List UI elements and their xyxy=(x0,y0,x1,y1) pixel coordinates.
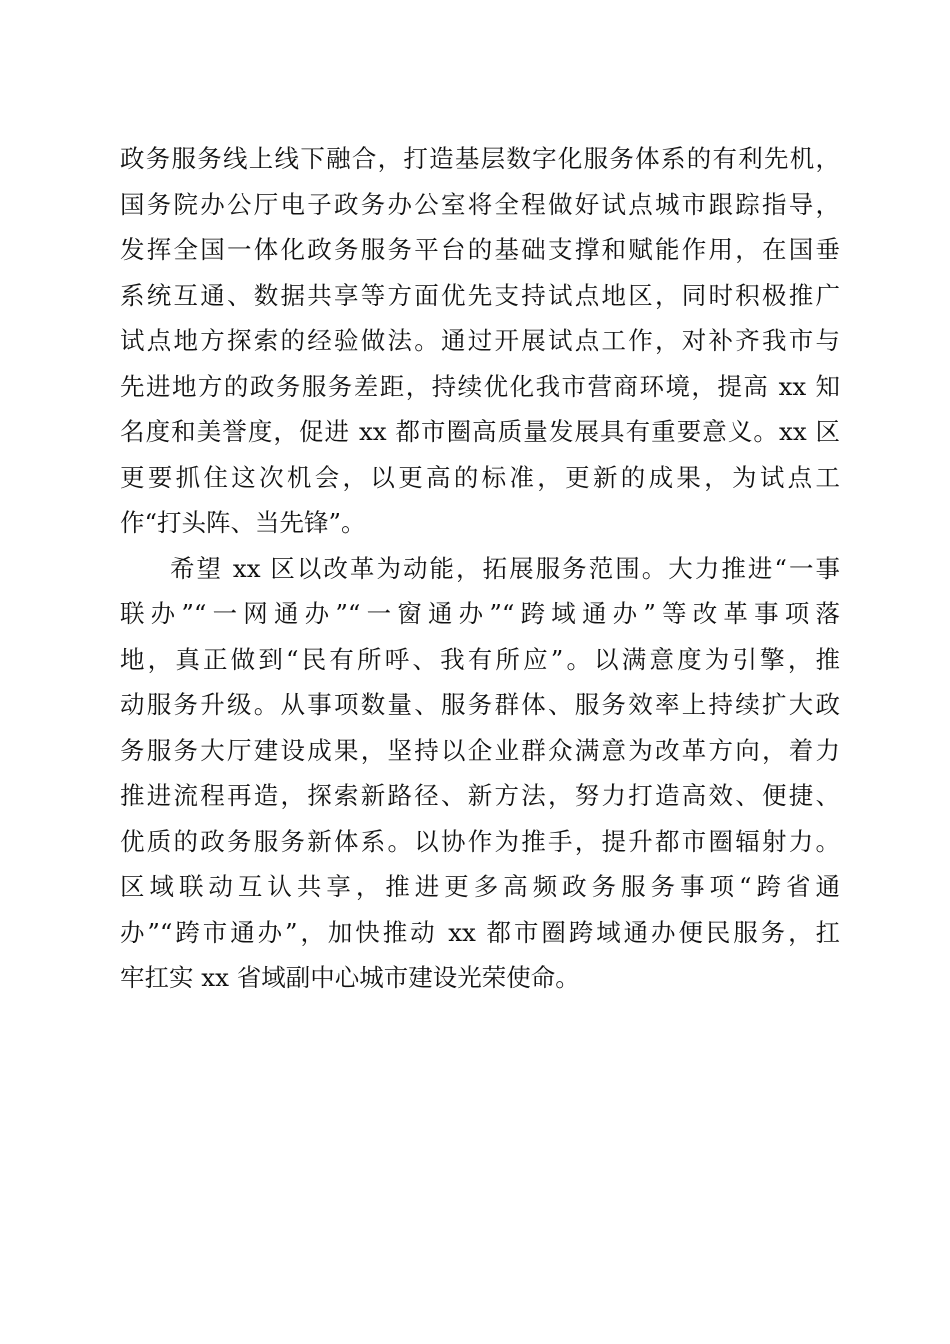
paragraph-line: 发挥全国一体化政务服务平台的基础支撑和赋能作用，在国垂 xyxy=(120,235,840,264)
paragraph-line: 先进地方的政务服务差距，持续优化我市营商环境，提高 xx 知 xyxy=(120,371,840,401)
body-text xyxy=(120,136,840,1001)
paragraph-line: 区域联动互认共享，推进更多高频政务服务事项“跨省通 xyxy=(120,872,840,901)
paragraph-line: 政务服务线上线下融合，打造基层数字化服务体系的有利先机， xyxy=(120,144,840,173)
paragraph-line: 地，真正做到“民有所呼、我有所应”。以满意度为引擎，推 xyxy=(120,644,840,674)
paragraph-line: 联办”“一网通办”“一窗通办”“跨域通办”等改革事项落 xyxy=(120,599,840,628)
paragraph-line: 系统互通、数据共享等方面优先支持试点地区，同时积极推广 xyxy=(120,280,840,310)
paragraph-line: 试点地方探索的经验做法。通过开展试点工作，对补齐我市与 xyxy=(120,326,840,355)
paragraph-line: 优质的政务服务新体系。以协作为推手，提升都市圈辐射力。 xyxy=(120,826,840,856)
paragraph-line: 希望 xx 区以改革为动能，拓展服务范围。大力推进“一事 xyxy=(170,553,840,583)
paragraph-line: 更要抓住这次机会，以更高的标准，更新的成果，为试点工 xyxy=(120,462,840,492)
paragraph-line: 办”“跨市通办”，加快推动 xx 都市圈跨域通办便民服务，扛 xyxy=(120,917,840,947)
paragraph-line: 国务院办公厅电子政务办公室将全程做好试点城市跟踪指导， xyxy=(120,189,840,219)
paragraph-line: 动服务升级。从事项数量、服务群体、服务效率上持续扩大政 xyxy=(120,690,840,719)
paragraph-line: 牢扛实 xx 省域副中心城市建设光荣使命。 xyxy=(120,963,580,992)
paragraph-2 xyxy=(120,546,840,1001)
paragraph-1 xyxy=(120,136,840,546)
paragraph-line: 推进流程再造，探索新路径、新方法，努力打造高效、便捷、 xyxy=(120,781,840,810)
paragraph-line: 务服务大厅建设成果，坚持以企业群众满意为改革方向，着力 xyxy=(120,735,840,765)
paragraph-line: 名度和美誉度，促进 xx 都市圈高质量发展具有重要意义。xx 区 xyxy=(120,417,840,446)
paragraph-line: 作“打头阵、当先锋”。 xyxy=(120,508,366,537)
